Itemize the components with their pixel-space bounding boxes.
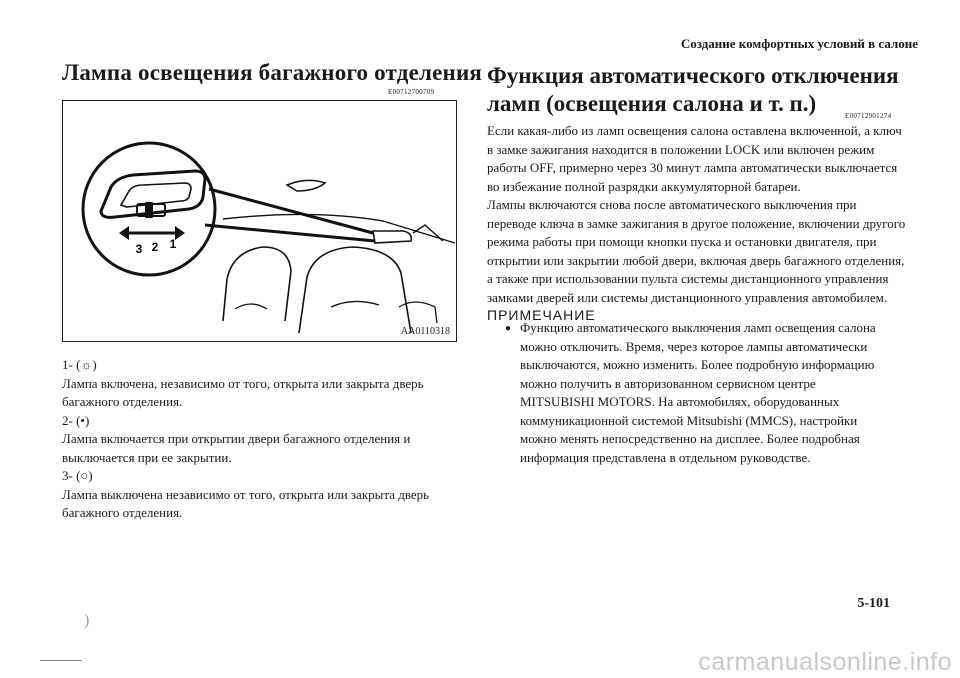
section-code-right: E00712901274 (845, 112, 892, 120)
switch-position-legend (62, 356, 462, 523)
position-label-1: 1 (169, 237, 177, 251)
page-number: 5-101 (857, 596, 890, 611)
seat-center (299, 247, 411, 333)
legend-key-1: 1- (☼) (62, 357, 97, 372)
bullet-icon: ● (505, 323, 512, 334)
note-text: Функцию автоматического выключения ламп освещения салона можно отключить. Время, через которое лампы автоматически выключаются, можно изменить. Более подробную информацию можно получить в авторизованном сервисном центре MITSUBISHI MOTORS. На автомобилях, оборудованных коммуникационной системой Mitsubishi (MMCS), настройки можно менять непосредственно на дисплее. Более подробная информация представлена в отдельном руководстве. (520, 320, 876, 465)
section-code-left: E00712700709 (388, 88, 435, 96)
lamp-diagram (63, 101, 456, 341)
legend-text-3: Лампа выключена независимо от того, открыта или закрыта дверь багажного отделения. (62, 486, 430, 520)
headrest-left (235, 304, 267, 309)
headrest-right (399, 302, 437, 323)
margin-mark: ) (84, 612, 90, 629)
headrest-center (331, 301, 379, 307)
legend-key-2: 2- (•) (62, 412, 90, 428)
paragraph-2: Лампы включаются снова после автоматического выключения при переводе ключа в замке зажигания в другое положение, включении другого режима работы при помощи кнопки пуска и остановки двигателя, при открытии или закрытии любой двери, включая дверь багажного отделения, а также при использовании пульта системы дистанционного управления замками дверей или системы дистанционного управления автомобилем. (487, 197, 906, 305)
cabin-lamp (287, 180, 325, 191)
section-title-luggage-lamp: Лампа освещения багажного отделения (62, 60, 483, 85)
position-label-3: 3 (135, 242, 143, 256)
arrow-left-icon (119, 226, 129, 240)
legend-key-3: 3- (○) (62, 468, 93, 483)
seat-left (223, 247, 291, 321)
figure-code: AA0110318 (400, 326, 450, 337)
margin-line (40, 660, 82, 661)
running-header: Создание комфортных условий в салоне (680, 36, 918, 51)
legend-text-2: Лампа включается при открытии двери багажного отделения и выключается при ее закрытии. (62, 431, 411, 465)
luggage-lamp-illustration (62, 100, 457, 342)
auto-off-description (487, 122, 907, 307)
switch-knob (145, 202, 153, 218)
position-label-2: 2 (151, 240, 159, 254)
legend-text-1: Лампа включена, независимо от того, открыта или закрыта дверь багажного отделения. (62, 375, 424, 409)
luggage-lamp-small (373, 231, 411, 243)
watermark: carmanualsonline.info (698, 648, 952, 676)
paragraph-1: Если какая-либо из ламп освещения салона оставлена включенной, а ключ в замке зажигания находится в положении LOCK или включен режим работы OFF, примерно через 30 минут лампа автоматически выключается во избежание полной разрядки аккумуляторной батареи. (487, 123, 902, 194)
note-heading: ПРИМЕЧАНИЕ (487, 307, 596, 323)
section-title-auto-off: Функция автоматического отключения ламп (освещения салона и т. п.) (487, 63, 899, 116)
arrow-right-icon (175, 226, 185, 240)
